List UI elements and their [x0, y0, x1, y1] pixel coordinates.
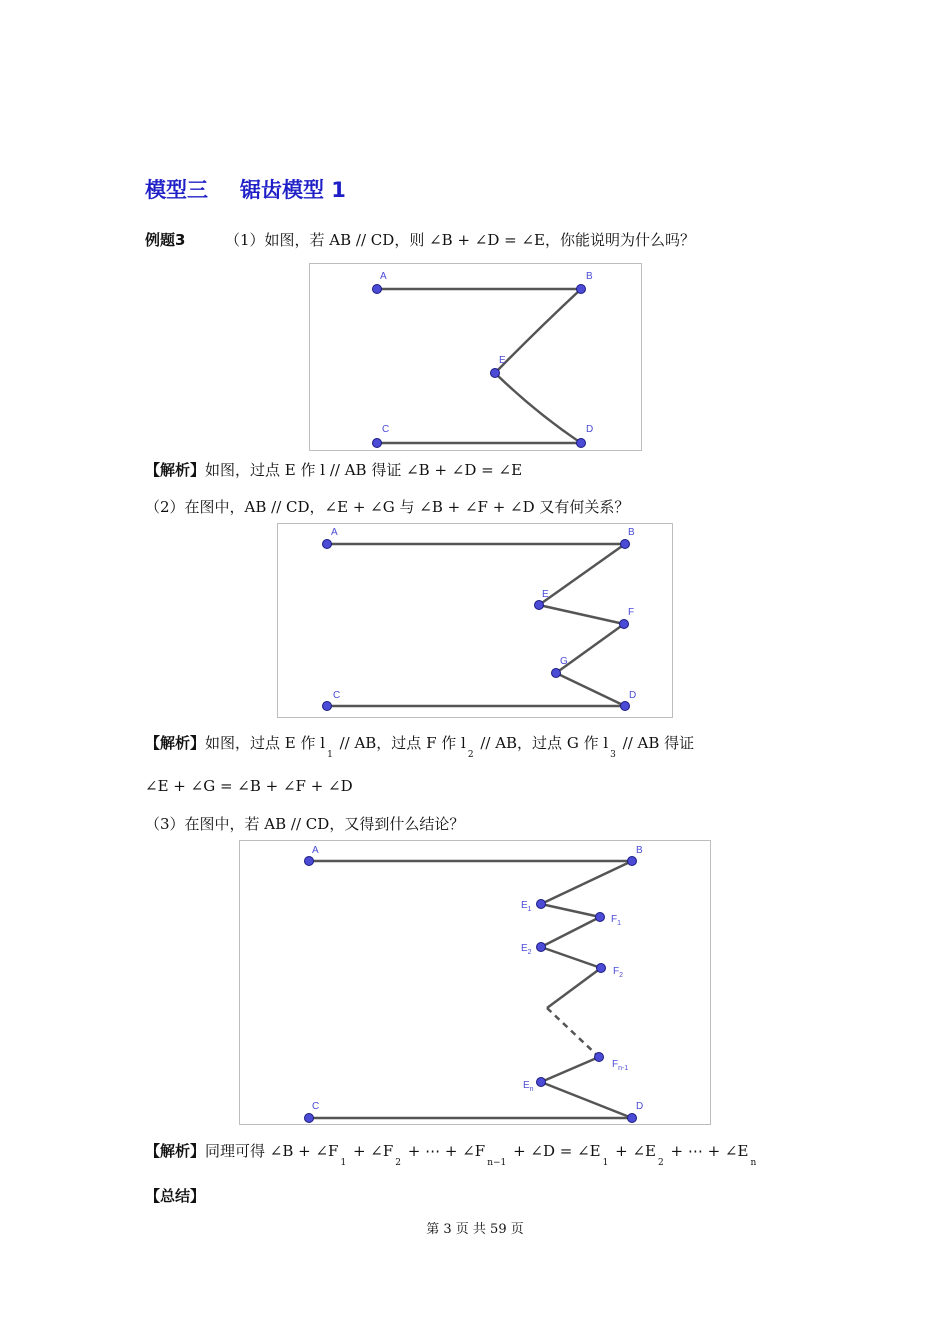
answer-2-part-4: // AB 得证	[617, 734, 695, 752]
label-a: A	[380, 271, 387, 282]
answer-3-part-5: + ∠E	[610, 1142, 656, 1160]
point-f1	[596, 913, 605, 922]
figure-3	[239, 840, 711, 1125]
figure-1	[309, 263, 642, 451]
section-name: 锯齿模型 1	[240, 178, 346, 202]
answer-1	[145, 460, 522, 480]
answer-3-sub-6: n	[750, 1158, 757, 1168]
label-d: D	[629, 690, 637, 701]
answer-3-sub-5: 2	[657, 1158, 664, 1168]
summary-heading: 【总结】	[145, 1187, 206, 1205]
figure-2-canvas	[278, 524, 672, 717]
label-a: A	[312, 845, 319, 856]
answer-3-part-4: + ∠D = ∠E	[508, 1142, 601, 1160]
point-f2	[597, 964, 606, 973]
question-2-text: （2）在图中，AB // CD，∠E + ∠G 与 ∠B + ∠F + ∠D 又有何关系？	[145, 498, 630, 516]
question-1	[145, 230, 695, 250]
point-c	[305, 1114, 314, 1123]
label-e: E	[542, 589, 549, 600]
answer-2	[145, 733, 695, 760]
segment-ed	[495, 373, 581, 443]
point-fn-1	[595, 1053, 604, 1062]
answer-3-part-1: 同理可得 ∠B + ∠F	[205, 1142, 339, 1160]
figure-2	[277, 523, 673, 718]
label-f1: $F_1$	[611, 914, 622, 927]
answer-2-part-1: 如图，过点 E 作 l	[205, 734, 326, 752]
answer-2-line-2	[145, 776, 353, 796]
label-d: D	[586, 424, 594, 435]
point-c	[323, 702, 332, 711]
point-e2	[537, 943, 546, 952]
section-title	[145, 174, 346, 204]
label-g: G	[560, 656, 568, 667]
answer-2-sub-1: 1	[327, 750, 333, 760]
point-b	[628, 857, 637, 866]
label-e2: $E_2$	[521, 943, 532, 956]
segment-gd	[556, 673, 625, 706]
segment-be	[495, 289, 581, 373]
point-en	[537, 1078, 546, 1087]
label-c: C	[382, 424, 390, 435]
segment-ef	[539, 605, 624, 624]
segment-dashed	[547, 1008, 599, 1057]
segment-e2-f2	[541, 947, 601, 968]
answer-3-tag: 【解析】	[145, 1142, 206, 1160]
label-d: D	[636, 1101, 644, 1112]
point-e1	[537, 900, 546, 909]
figure-1-segments	[377, 289, 581, 443]
point-g	[552, 669, 561, 678]
figure-3-canvas	[240, 841, 710, 1124]
label-en: $E_n$	[523, 1080, 534, 1093]
answer-2-part-3: // AB，过点 G 作 l	[475, 734, 609, 752]
label-f: F	[628, 607, 635, 618]
point-c	[373, 439, 382, 448]
figure-1-canvas	[310, 264, 641, 450]
point-a	[323, 540, 332, 549]
label-c: C	[312, 1101, 320, 1112]
point-f	[620, 620, 629, 629]
segment-en-d	[541, 1082, 632, 1118]
answer-3-part-3: + ⋯ + ∠F	[403, 1142, 486, 1160]
question-1-text: （1）如图，若 AB // CD，则 ∠B + ∠D = ∠E，你能说明为什么吗？	[225, 231, 695, 249]
label-b: B	[636, 845, 643, 856]
question-2	[145, 497, 629, 517]
answer-3-sub-2: 2	[395, 1158, 402, 1168]
figure-2-segments	[327, 544, 625, 706]
answer-1-text: 如图，过点 E 作 l // AB 得证 ∠B + ∠D = ∠E	[205, 461, 523, 479]
segment-e1-f1	[541, 904, 600, 917]
answer-3-sub-1: 1	[340, 1158, 347, 1168]
answer-3	[145, 1141, 758, 1168]
point-a	[373, 285, 382, 294]
segment-f2-break	[547, 968, 601, 1008]
answer-3-part-2: + ∠F	[348, 1142, 394, 1160]
label-f2: $F_2$	[613, 966, 624, 979]
label-fn-1: $F_{n-1}$	[612, 1059, 629, 1072]
point-d	[577, 439, 586, 448]
figure-3-points	[305, 857, 637, 1123]
segment-b-e1	[541, 861, 632, 904]
figure-3-segments	[309, 861, 632, 1118]
label-b: B	[628, 527, 635, 538]
point-d	[621, 702, 630, 711]
point-e	[535, 601, 544, 610]
segment-be	[539, 544, 625, 605]
section-number: 模型三	[145, 178, 208, 202]
answer-3-sub-4: 1	[602, 1158, 609, 1168]
label-e: E	[499, 355, 506, 366]
example-label: 例题3	[145, 231, 186, 249]
segment-f1-e2	[541, 917, 600, 947]
answer-2-tag: 【解析】	[145, 734, 206, 752]
page-footer: 第 3 页 共 59 页	[426, 1222, 524, 1237]
answer-2-sub-2: 2	[467, 750, 474, 760]
answer-3-part-6: + ⋯ + ∠E	[665, 1142, 749, 1160]
point-a	[305, 857, 314, 866]
answer-2-part-2: // AB，过点 F 作 l	[334, 734, 466, 752]
label-c: C	[333, 690, 341, 701]
point-e	[491, 369, 500, 378]
answer-2-equation: ∠E + ∠G = ∠B + ∠F + ∠D	[145, 777, 353, 795]
point-d	[628, 1114, 637, 1123]
answer-1-tag: 【解析】	[145, 461, 206, 479]
answer-3-sub-3: n−1	[487, 1158, 507, 1168]
label-e1: $E_1$	[521, 900, 532, 913]
question-3	[145, 814, 464, 834]
point-b	[577, 285, 586, 294]
label-a: A	[331, 527, 338, 538]
point-b	[621, 540, 630, 549]
question-3-text: （3）在图中，若 AB // CD，又得到什么结论？	[145, 815, 465, 833]
answer-2-sub-3: 3	[610, 750, 616, 760]
segment-fn-en	[541, 1057, 599, 1082]
label-b: B	[586, 271, 593, 282]
